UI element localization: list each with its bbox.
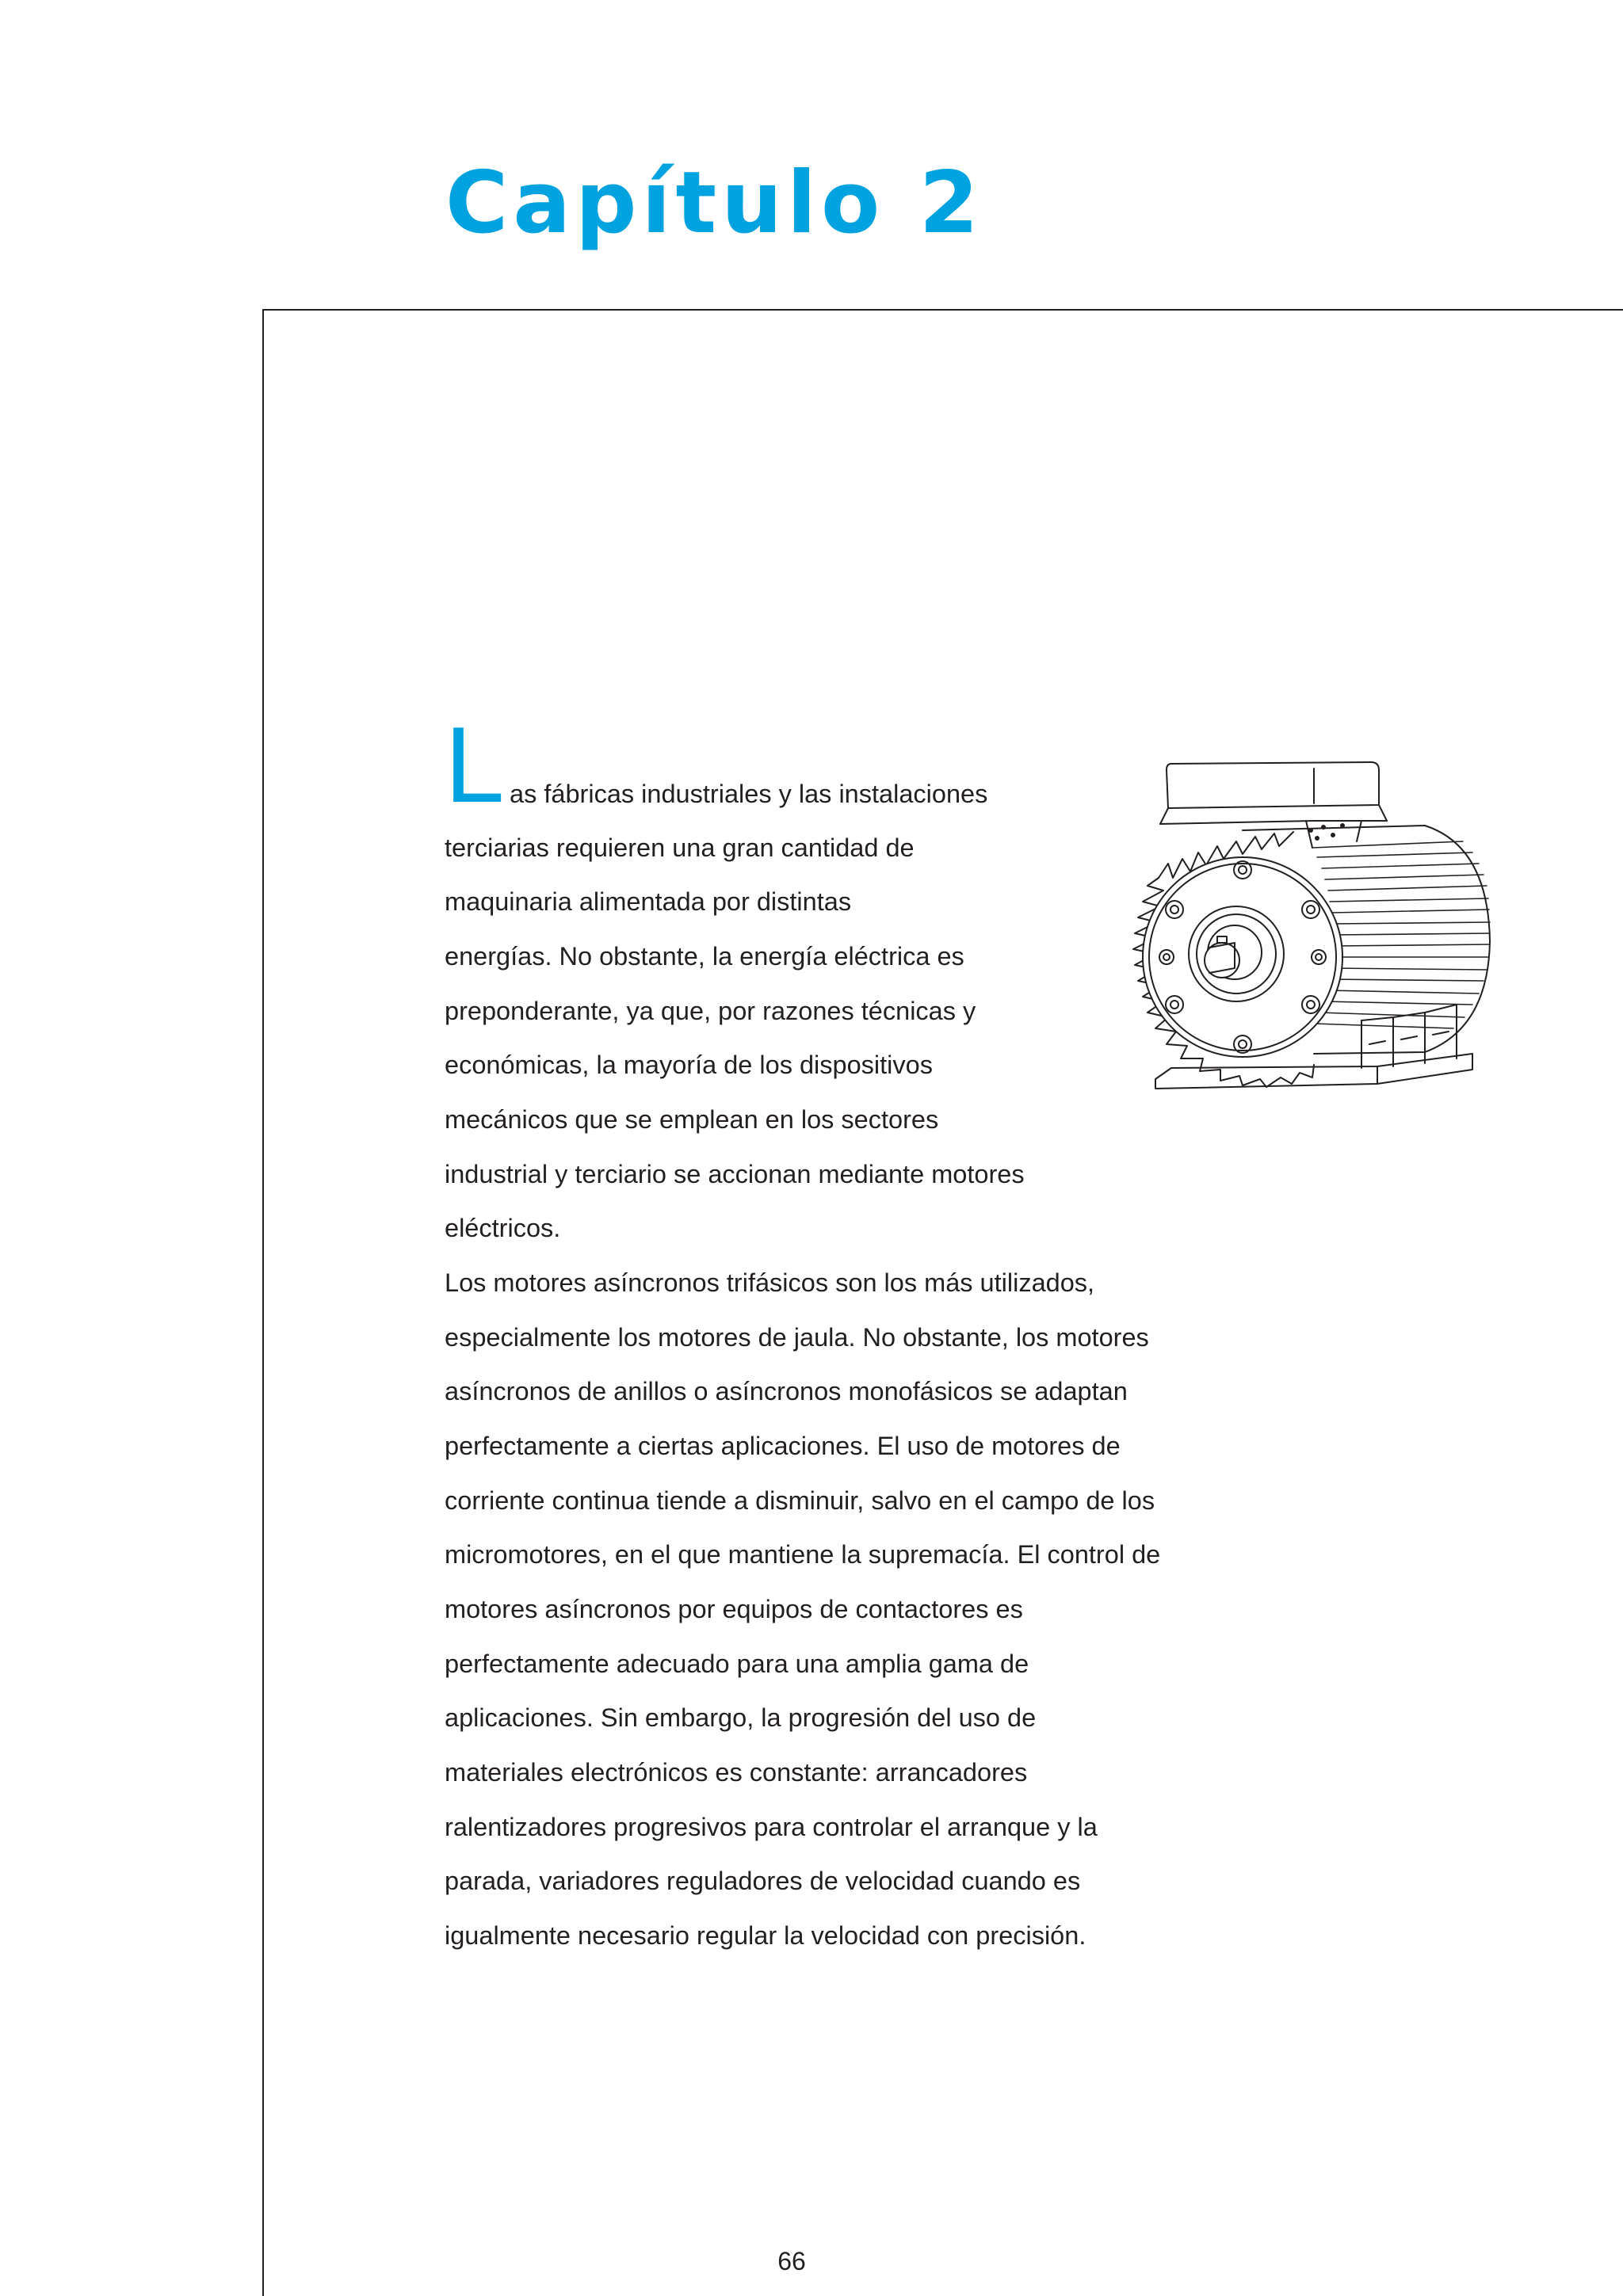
body-line: as fábricas industriales y las instalaciones (510, 780, 988, 808)
body-line: corriente continua tiende a disminuir, salvo en el campo de los (445, 1486, 1155, 1515)
chapter-title: Capítulo 2 (445, 154, 983, 253)
body-line: Los motores asíncronos trifásicos son los más utilizados, (445, 1268, 1095, 1297)
electric-motor-icon (1124, 759, 1501, 1108)
frame-left-rule (262, 309, 264, 2296)
body-line: asíncronos de anillos o asíncronos monofásicos se adaptan (445, 1377, 1128, 1405)
body-line: mecánicos que se emplean en los sectores (445, 1105, 939, 1134)
drop-cap: L (445, 704, 505, 825)
body-line: eléctricos. (445, 1214, 561, 1242)
page-number-text: 66 (777, 2247, 806, 2275)
body-line: preponderante, ya que, por razones técnicas y (445, 997, 976, 1025)
body-line: micromotores, en el que mantiene la supremacía. El control de (445, 1540, 1161, 1569)
body-line: materiales electrónicos es constante: arrancadores (445, 1758, 1028, 1787)
page-number (0, 2245, 1623, 2277)
body-line: terciarias requieren una gran cantidad de (445, 833, 915, 862)
body-line: industrial y terciario se accionan mediante motores (445, 1160, 1025, 1188)
body-line: perfectamente a ciertas aplicaciones. El uso de motores de (445, 1432, 1121, 1460)
body-line: energías. No obstante, la energía eléctrica es (445, 942, 964, 971)
body-line: ralentizadores progresivos para controlar el arranque y la (445, 1813, 1098, 1841)
body-line: económicas, la mayoría de los dispositivos (445, 1051, 933, 1079)
body-line: igualmente necesario regular la velocidad con precisión. (445, 1921, 1086, 1950)
body-line: aplicaciones. Sin embargo, la progresión del uso de (445, 1703, 1037, 1732)
body-line: maquinaria alimentada por distintas (445, 887, 852, 916)
body-line: especialmente los motores de jaula. No obstante, los motores (445, 1323, 1149, 1352)
body-line: motores asíncronos por equipos de contactores es (445, 1595, 1023, 1623)
body-line: perfectamente adecuado para una amplia gama de (445, 1650, 1029, 1678)
frame-top-rule (262, 309, 1623, 311)
body-line: parada, variadores reguladores de velocidad cuando es (445, 1867, 1081, 1895)
